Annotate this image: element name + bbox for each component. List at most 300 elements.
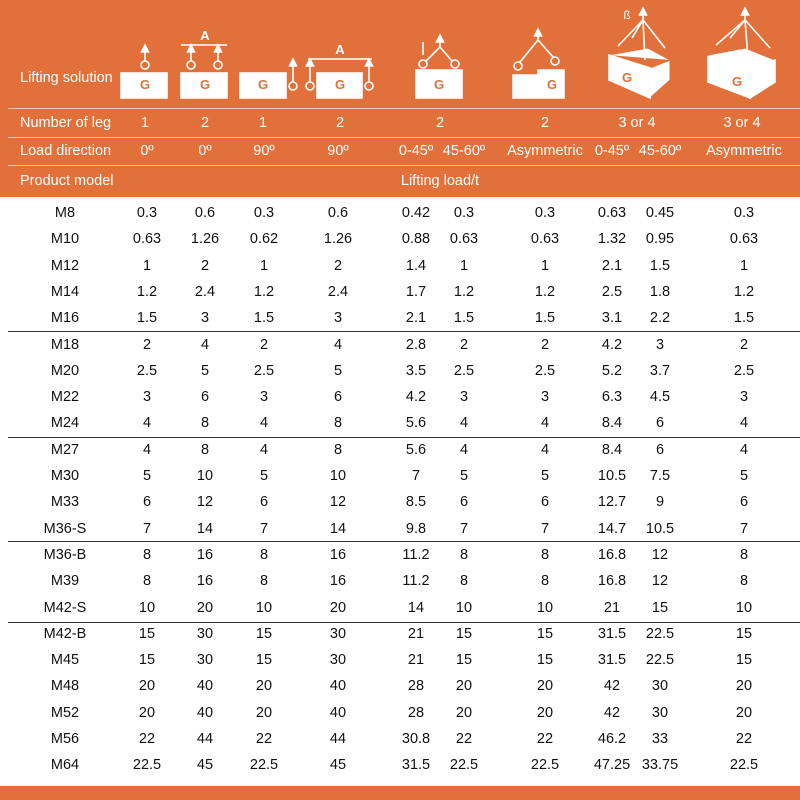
table-row [0,253,800,279]
lifting-load-value: 0.63 [449,231,479,248]
lifting-load-value: 7 [459,520,469,537]
product-model: M56 [50,731,80,747]
lifting-load-value: 20 [735,678,753,695]
lifting-load-value: 3 [200,310,210,327]
lifting-load-value: 3 [333,310,343,327]
lifting-load-value: 3 [739,389,749,406]
table-row [0,595,800,621]
lifting-load-value: 30 [651,678,669,695]
table-row [0,305,800,331]
lifting-load-value: 1.2 [453,283,475,300]
lifting-load-value: 2 [259,336,269,353]
table-row [0,410,800,436]
lifting-load-value: 15 [138,652,156,669]
lifting-load-value: 2 [459,336,469,353]
lifting-load-value: 6.3 [601,389,623,406]
lifting-load-value: 12 [651,546,669,563]
lifting-load-value: 12 [329,494,347,511]
lifting-load-value: 22.5 [530,757,560,774]
lifting-load-value: 2.5 [253,362,275,379]
product-model: M8 [54,205,76,221]
table-row [0,621,800,647]
lifting-load-value: 1.26 [323,231,353,248]
load-g-label: G [621,70,633,85]
lifting-load-value: 31.5 [597,625,627,642]
lifting-load-value: 2.4 [327,283,349,300]
load-direction-value: 0º [198,143,212,159]
lifting-load-value: 4 [200,336,210,353]
lifting-load-value: 4.2 [601,336,623,353]
lifting-load-value: 4 [333,336,343,353]
lifting-load-value: 16 [329,573,347,590]
lifting-load-value: 1.5 [453,310,475,327]
lifting-load-value: 0.63 [132,231,162,248]
lifting-load-value: 0.63 [530,231,560,248]
lifting-load-value: 5 [259,468,269,484]
lifting-load-value: 7 [411,468,421,484]
number-of-leg-value: 3 or 4 [618,115,656,131]
lifting-load-value: 7 [142,520,152,537]
product-model: M52 [50,704,80,721]
product-model: M48 [50,678,80,695]
lifting-load-value: 8 [739,546,749,563]
lifting-load-value: 20 [536,704,554,721]
lifting-load-value: 5.6 [405,441,427,458]
load-direction-value: 45-60º [442,143,486,159]
lifting-load-value: 1 [459,257,469,274]
load-g-label: G [433,77,445,92]
lifting-load-value: 3 [142,389,152,406]
table-row [0,463,800,489]
lifting-load-value: 7 [259,520,269,537]
lifting-load-value: 1.4 [405,257,427,274]
table-row [0,752,800,778]
lifting-load-value: 1.2 [253,283,275,300]
lifting-load-value: 22.5 [645,625,675,642]
lifting-load-value: 0.88 [401,231,431,248]
lifting-load-value: 21 [603,599,621,616]
lifting-load-value: 5 [459,468,469,484]
lifting-load-value: 6 [333,389,343,406]
lifting-load-value: 47.25 [593,757,631,774]
lifting-load-value: 1.5 [253,310,275,327]
group-divider [8,622,800,623]
lifting-load-value: 12.7 [597,494,627,511]
lifting-load-value: 3 [540,389,550,406]
lifting-load-value: 4 [739,415,749,432]
number-of-leg-value: 3 or 4 [723,115,761,131]
lifting-load-value: 2.5 [534,362,556,379]
lifting-load-value: 7 [540,520,550,537]
lifting-load-value: 4 [459,415,469,432]
lifting-load-value: 30 [196,652,214,669]
lifting-load-value: 28 [407,678,425,695]
lifting-load-value: 4 [739,441,749,458]
lifting-load-value: 44 [196,731,214,747]
product-model: M36-S [43,520,87,537]
lifting-load-value: 6 [739,494,749,511]
group-divider [8,541,800,542]
lifting-load-value: 15 [536,652,554,669]
lifting-load-value: 6 [142,494,152,511]
lifting-load-value: 30.8 [401,731,431,747]
lifting-load-value: 42 [603,678,621,695]
lifting-load-value: 22.5 [449,757,479,774]
lifting-load-value: 8 [540,546,550,563]
lifting-load-value: 8 [200,441,210,458]
product-model: M30 [50,468,80,484]
load-g-label: G [731,74,743,89]
lifting-load-value: 30 [651,704,669,721]
lifting-load-value: 8 [142,546,152,563]
lifting-load-value: 1 [142,257,152,274]
lifting-load-value: 5 [200,362,210,379]
table-row [0,279,800,305]
angle-beta-label: ß [623,8,631,22]
lifting-load-value: 14 [407,599,425,616]
lifting-load-value: 8.4 [601,415,623,432]
lifting-load-value: 10 [138,599,156,616]
lifting-load-value: 8 [333,415,343,432]
lifting-load-value: 9.8 [405,520,427,537]
lifting-load-value: 0.45 [645,205,675,221]
table-row [0,726,800,752]
lifting-load-value: 40 [196,678,214,695]
lifting-load-value: 4.5 [649,389,671,406]
lifting-solution-label: Lifting solution [20,70,113,86]
lifting-load-value: 1.8 [649,283,671,300]
number-of-leg-value: 1 [258,115,268,131]
product-model: M20 [50,362,80,379]
lifting-load-value: 16 [196,573,214,590]
lifting-load-value: 0.42 [401,205,431,221]
lifting-load-value: 30 [329,625,347,642]
lifting-load-value: 45 [196,757,214,774]
table-row [0,700,800,726]
lifting-load-value: 0.62 [249,231,279,248]
lifting-load-value: 2.1 [405,310,427,327]
lifting-load-value: 4 [459,441,469,458]
number-of-leg-label: Number of leg [20,115,112,131]
lifting-load-value: 16 [329,546,347,563]
lifting-load-value: 15 [255,652,273,669]
table-row [0,332,800,358]
lifting-load-value: 6 [459,494,469,511]
lifting-load-value: 0.3 [733,205,755,221]
number-of-leg-value: 2 [540,115,550,131]
lifting-load-value: 30 [329,652,347,669]
lifting-load-value: 7.5 [649,468,671,484]
lifting-load-value: 28 [407,704,425,721]
spacing-a-label: A [200,28,210,43]
lifting-load-value: 5.2 [601,362,623,379]
lifting-load-value: 3 [259,389,269,406]
load-g-label: G [546,77,558,92]
product-model: M14 [50,283,80,300]
lifting-load-value: 4 [142,415,152,432]
lifting-load-value: 5 [142,468,152,484]
lifting-load-value: 4 [540,441,550,458]
load-direction-value: 0º [140,143,154,159]
product-model: M18 [50,336,80,353]
table-row [0,568,800,594]
lifting-load-value: 30 [196,625,214,642]
table-row [0,384,800,410]
lifting-load-value: 10 [196,468,214,484]
lifting-load-value: 2 [142,336,152,353]
lifting-load-value: 40 [329,678,347,695]
table-row [0,489,800,515]
lifting-load-value: 10 [255,599,273,616]
lifting-load-value: 11.2 [402,546,430,563]
lifting-load-value: 31.5 [401,757,431,774]
lifting-load-value: 15 [735,652,753,669]
lifting-load-value: 4 [259,415,269,432]
lifting-load-value: 8 [540,573,550,590]
lifting-load-value: 22 [455,731,473,747]
lifting-load-value: 22.5 [729,757,759,774]
lifting-load-value: 14 [329,520,347,537]
lifting-load-value: 0.6 [194,205,216,221]
lifting-load-value: 2.4 [194,283,216,300]
lifting-load-value: 40 [329,704,347,721]
lifting-load-value: 15 [735,625,753,642]
lifting-load-value: 1.5 [733,310,755,327]
lifting-load-value: 1.5 [136,310,158,327]
lifting-load-value: 22 [138,731,156,747]
lifting-load-label: Lifting load/t [400,173,480,189]
lifting-load-value: 2.1 [601,257,623,274]
lifting-load-value: 8 [739,573,749,590]
table-header [0,0,800,197]
lifting-load-value: 2 [540,336,550,353]
load-direction-value: 0-45º [398,143,434,159]
lifting-load-value: 0.3 [136,205,158,221]
lifting-load-value: 15 [651,599,669,616]
lifting-load-value: 44 [329,731,347,747]
lifting-load-value: 10 [455,599,473,616]
lifting-load-value: 6 [200,389,210,406]
lifting-load-value: 2.2 [649,310,671,327]
lifting-load-value: 8 [259,546,269,563]
load-g-label: G [334,77,346,92]
lifting-load-value: 2 [333,257,343,274]
lifting-load-value: 3.7 [649,362,671,379]
lifting-load-value: 12 [651,573,669,590]
lifting-load-value: 1.32 [597,231,627,248]
lifting-load-value: 16.8 [597,546,627,563]
lifting-load-value: 20 [536,678,554,695]
group-divider [8,437,800,438]
lifting-load-value: 15 [536,625,554,642]
lifting-load-value: 0.63 [597,205,627,221]
lifting-load-value: 14.7 [597,520,627,537]
table-row [0,226,800,252]
lifting-load-value: 22.5 [249,757,279,774]
lifting-load-value: 20 [138,704,156,721]
number-of-leg-value: 2 [335,115,345,131]
lifting-load-value: 42 [603,704,621,721]
lifting-load-value: 1.26 [190,231,220,248]
lifting-load-value: 8 [142,573,152,590]
table-row [0,437,800,463]
lifting-load-value: 1 [259,257,269,274]
lifting-load-value: 8 [200,415,210,432]
lifting-load-value: 10 [536,599,554,616]
lifting-load-value: 16 [196,546,214,563]
load-direction-value: Asymmetric [706,143,782,159]
product-model: M33 [50,494,80,511]
number-of-leg-value: 1 [140,115,150,131]
lifting-load-value: 22 [255,731,273,747]
load-direction-value: Asymmetric [507,143,583,159]
lifting-load-value: 15 [455,652,473,669]
lifting-load-value: 31.5 [597,652,627,669]
lifting-load-value: 12 [196,494,214,511]
lifting-load-value: 8 [333,441,343,458]
lifting-load-value: 2.5 [733,362,755,379]
lifting-load-value: 1 [739,257,749,274]
lifting-load-value: 4 [540,415,550,432]
load-g-label: G [139,77,151,92]
product-model: M42-B [43,625,87,642]
lifting-load-value: 4 [259,441,269,458]
lifting-load-value: 22.5 [132,757,162,774]
lifting-load-value: 6 [655,415,665,432]
lifting-load-value: 2 [739,336,749,353]
lifting-load-value: 7 [739,520,749,537]
lifting-load-value: 5.6 [405,415,427,432]
lifting-load-value: 22 [735,731,753,747]
lifting-load-value: 3.5 [405,362,427,379]
lifting-load-value: 1.7 [405,283,427,300]
lifting-load-value: 2.8 [405,336,427,353]
number-of-leg-value: 2 [200,115,210,131]
lifting-load-value: 4.2 [405,389,427,406]
load-g-label: G [199,77,211,92]
lifting-load-value: 1.5 [649,257,671,274]
lifting-load-value: 2.5 [601,283,623,300]
lifting-load-value: 0.3 [253,205,275,221]
lifting-load-value: 6 [655,441,665,458]
load-direction-value: 0-45º [594,143,630,159]
lifting-load-value: 2.5 [453,362,475,379]
load-direction-value: 90º [327,143,349,159]
lifting-load-value: 8 [259,573,269,590]
lifting-load-value: 1.2 [136,283,158,300]
lifting-load-value: 5 [739,468,749,484]
lifting-load-value: 10.5 [645,520,675,537]
lifting-load-value: 33 [651,731,669,747]
table-row [0,647,800,673]
lifting-load-value: 15 [138,625,156,642]
lifting-load-value: 3 [459,389,469,406]
lifting-load-value: 15 [455,625,473,642]
lifting-load-value: 2.5 [136,362,158,379]
product-model: M39 [50,573,80,590]
product-model: M22 [50,389,80,406]
product-model: M36-B [43,546,87,563]
product-model: M64 [50,757,80,774]
load-g-label: G [257,77,269,92]
product-model: M10 [50,231,80,248]
lifting-load-value: 1.5 [534,310,556,327]
lifting-load-value: 20 [196,599,214,616]
lifting-load-value: 0.3 [453,205,475,221]
lifting-load-value: 46.2 [597,731,627,747]
lifting-load-value: 20 [255,704,273,721]
product-model: M45 [50,652,80,669]
lifting-diagrams-icon [0,0,800,108]
lifting-load-value: 2 [200,257,210,274]
lifting-load-value: 5 [333,362,343,379]
load-direction-value: 45-60º [638,143,682,159]
lifting-load-value: 9 [655,494,665,511]
table-row [0,200,800,226]
lifting-load-value: 22.5 [645,652,675,669]
lifting-load-value: 10.5 [597,468,627,484]
lifting-load-value: 0.6 [327,205,349,221]
table-row [0,516,800,542]
lifting-load-value: 1.2 [733,283,755,300]
product-model: M24 [50,415,80,432]
product-model: M42-S [43,599,87,616]
product-model: M27 [50,441,80,458]
footer-bar [0,786,800,800]
lifting-load-value: 10 [735,599,753,616]
lifting-load-value: 20 [455,704,473,721]
lifting-load-value: 20 [735,704,753,721]
lifting-load-value: 8.4 [601,441,623,458]
lifting-load-value: 16.8 [597,573,627,590]
lifting-load-value: 40 [196,704,214,721]
lifting-load-value: 20 [329,599,347,616]
lifting-load-value: 8 [459,573,469,590]
lifting-load-value: 5 [540,468,550,484]
spacing-a-label: A [335,42,345,57]
lifting-load-value: 0.95 [645,231,675,248]
lifting-load-value: 10 [329,468,347,484]
load-direction-value: 90º [253,143,275,159]
lifting-load-value: 8.5 [405,494,427,511]
load-direction-label: Load direction [20,143,112,159]
lifting-load-value: 0.63 [729,231,759,248]
table-row [0,542,800,568]
product-model: M16 [50,310,80,327]
lifting-load-value: 21 [407,625,425,642]
lifting-load-value: 3.1 [601,310,623,327]
lifting-load-value: 3 [655,336,665,353]
lifting-load-value: 20 [455,678,473,695]
lifting-load-value: 45 [329,757,347,774]
lifting-load-value: 6 [540,494,550,511]
lifting-load-value: 21 [407,652,425,669]
lifting-load-value: 33.75 [641,757,679,774]
lifting-load-value: 15 [255,625,273,642]
lifting-load-value: 8 [459,546,469,563]
lifting-load-value: 14 [196,520,214,537]
lifting-load-value: 20 [255,678,273,695]
lifting-load-value: 1 [540,257,550,274]
lifting-load-value: 20 [138,678,156,695]
product-model: M12 [50,257,80,274]
lifting-load-value: 4 [142,441,152,458]
group-divider [8,331,800,332]
table-row [0,673,800,699]
lifting-load-value: 1.2 [534,283,556,300]
number-of-leg-value: 2 [435,115,445,131]
lifting-load-value: 0.3 [534,205,556,221]
